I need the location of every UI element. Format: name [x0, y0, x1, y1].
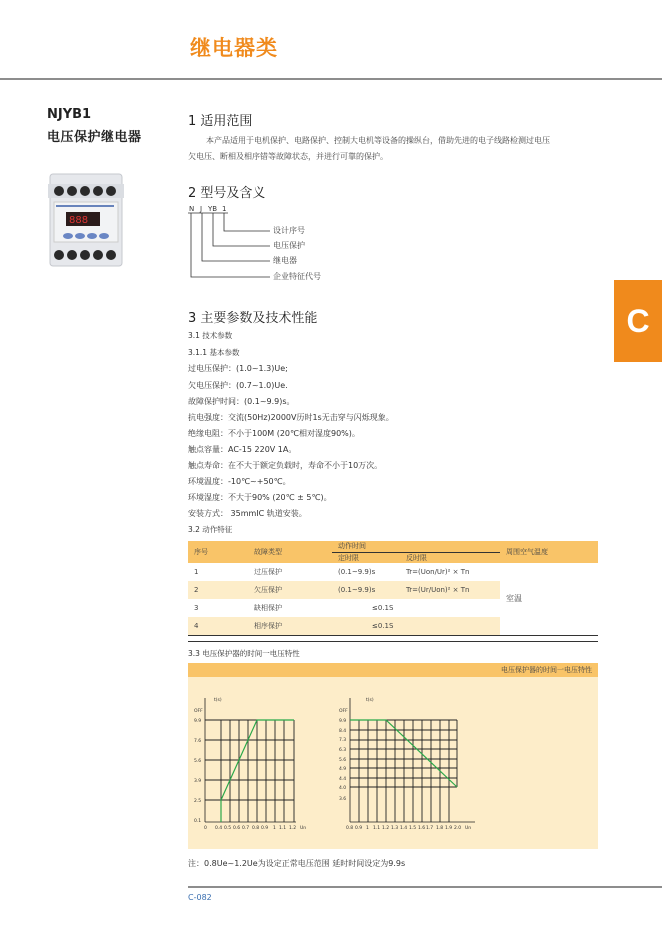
product-model: NJYB1 — [47, 107, 92, 122]
svg-text:5.6: 5.6 — [194, 759, 202, 764]
cell: ≤0.1S — [372, 621, 394, 630]
svg-text:1: 1 — [366, 826, 369, 831]
svg-text:1.8: 1.8 — [436, 826, 444, 831]
svg-text:3.6: 3.6 — [339, 797, 347, 802]
svg-text:3.9: 3.9 — [194, 779, 202, 784]
svg-text:N: N — [189, 205, 195, 213]
cell: 相序保护 — [254, 621, 282, 630]
th-fault: 故障类型 — [254, 548, 282, 556]
svg-text:OFF: OFF — [339, 709, 348, 714]
section-body: 欠电压、断相及相序错等故障状态，并进行可靠的保护。 — [188, 152, 388, 161]
cell: 4 — [194, 621, 199, 630]
svg-text:1.5: 1.5 — [409, 826, 417, 831]
svg-text:4.0: 4.0 — [339, 786, 347, 791]
chart-overvoltage — [330, 690, 490, 840]
svg-text:0.6: 0.6 — [233, 826, 241, 831]
meaning-label: 设计序号 — [273, 226, 305, 235]
svg-text:1.2: 1.2 — [289, 826, 297, 831]
svg-text:7.6: 7.6 — [194, 739, 202, 744]
svg-text:9.9: 9.9 — [194, 719, 202, 724]
section-tab-c: C — [614, 280, 662, 362]
product-name: 电压保护继电器 — [47, 130, 142, 145]
svg-text:2.0: 2.0 — [454, 826, 462, 831]
svg-text:0.9: 0.9 — [355, 826, 363, 831]
svg-text:1.1: 1.1 — [279, 826, 287, 831]
subsection-title: 3.1 技术参数 — [188, 331, 233, 340]
svg-text:0: 0 — [204, 826, 207, 831]
svg-text:1.6: 1.6 — [418, 826, 426, 831]
cell: ≤0.1S — [372, 604, 394, 612]
svg-text:5.6: 5.6 — [339, 758, 347, 763]
cell: Tr=(Uon/Ur)² × Tn — [406, 568, 470, 576]
product-image — [44, 170, 128, 270]
cell: 1 — [194, 568, 199, 576]
svg-text:t(s): t(s) — [366, 698, 374, 703]
svg-text:t(s): t(s) — [214, 698, 222, 703]
section-body: 本产品适用于电机保护、电路保护、控制大电机等设备的操纵台，借助先进的电子线路检测过电压 — [206, 136, 550, 145]
svg-text:0.9: 0.9 — [261, 826, 269, 831]
param-item: 欠电压保护：(0.7~1.0)Ue. — [188, 381, 288, 390]
svg-text:J: J — [200, 205, 203, 213]
svg-text:1: 1 — [222, 205, 227, 213]
svg-text:0.8: 0.8 — [252, 826, 260, 831]
subsection-title: 3.3 电压保护器的时间一电压特性 — [188, 649, 300, 658]
cell: 缺相保护 — [254, 604, 282, 612]
svg-text:6.3: 6.3 — [339, 748, 347, 753]
meaning-label: 继电器 — [273, 256, 297, 265]
cell: (0.1~9.9)s — [338, 568, 376, 576]
svg-text:0.1: 0.1 — [194, 819, 202, 824]
param-item: 故障保护时间：(0.1~9.9)s。 — [188, 397, 295, 406]
model-code-diagram — [188, 202, 348, 282]
cell: 欠压保护 — [254, 586, 282, 594]
cell: Tr=(Ur/Uon)² × Tn — [406, 586, 470, 594]
svg-text:2.5: 2.5 — [194, 799, 202, 804]
param-item: 触点容量：AC-15 220V 1A。 — [188, 445, 297, 454]
svg-text:0.5: 0.5 — [224, 826, 232, 831]
svg-text:1.3: 1.3 — [391, 826, 399, 831]
meaning-label: 企业特征代号 — [273, 272, 321, 281]
cell: 3 — [194, 604, 199, 612]
param-item: 抗电强度：交流(50Hz)2000V历时1s无击穿与闪烁现象。 — [188, 413, 394, 422]
cell: (0.1~9.9)s — [338, 586, 376, 594]
action-characteristics-table — [188, 541, 598, 636]
svg-text:1: 1 — [273, 826, 276, 831]
param-item: 绝缘电阻：不小于100M (20℃相对湿度90%)。 — [188, 429, 360, 438]
note-text: 注：0.8Ue~1.2Ue为设定正常电压范围 延时时间设定为9.9s — [188, 859, 406, 868]
svg-text:4.4: 4.4 — [339, 777, 347, 782]
svg-text:1.7: 1.7 — [426, 826, 434, 831]
subsection-title: 3.1.1 基本参数 — [188, 348, 240, 357]
param-item: 环境湿度：不大于90% (20℃ ± 5℃)。 — [188, 493, 332, 502]
svg-text:1.4: 1.4 — [400, 826, 408, 831]
param-item: 安装方式： 35mmIC 轨道安装。 — [188, 509, 307, 518]
th-fixed: 定时限 — [338, 553, 359, 562]
th-ambient: 周围空气温度 — [506, 548, 548, 556]
footer-divider — [188, 886, 662, 888]
section-title: 3 主要参数及技术性能 — [188, 311, 318, 326]
svg-text:OFF: OFF — [194, 709, 203, 714]
chart-header: 电压保护器的时间一电压特性 — [188, 663, 598, 677]
svg-text:0.4: 0.4 — [215, 826, 223, 831]
svg-text:1.9: 1.9 — [445, 826, 453, 831]
svg-text:7.3: 7.3 — [339, 738, 347, 743]
svg-text:1.2: 1.2 — [382, 826, 390, 831]
cell: 过压保护 — [254, 568, 282, 576]
svg-text:0.8: 0.8 — [346, 826, 354, 831]
param-item: 环境温度：-10℃~+50℃。 — [188, 477, 291, 486]
section-title: 2 型号及含义 — [188, 186, 266, 201]
param-item: 过电压保护：(1.0~1.3)Ue; — [188, 364, 288, 373]
svg-text:888: 888 — [69, 215, 89, 226]
svg-text:4.9: 4.9 — [339, 767, 347, 772]
cell: 2 — [194, 586, 199, 594]
svg-text:1.1: 1.1 — [373, 826, 381, 831]
th-no: 序号 — [194, 548, 208, 556]
category-title: 继电器类 — [190, 36, 278, 60]
cell-ambient: 室温 — [506, 594, 522, 604]
meaning-label: 电压保护 — [273, 241, 305, 250]
page-number: C-082 — [188, 893, 212, 902]
th-action-time: 动作时间 — [332, 541, 500, 552]
th-inverse: 反时限 — [406, 553, 427, 562]
chart-undervoltage — [190, 690, 320, 840]
svg-text:8.4: 8.4 — [339, 729, 347, 734]
param-item: 触点寿命：在不大于额定负载时，寿命不小于10万次。 — [188, 461, 383, 470]
svg-text:YB: YB — [208, 205, 218, 213]
svg-text:Un: Un — [465, 826, 472, 831]
subsection-title: 3.2 动作特征 — [188, 525, 233, 534]
table-row — [188, 563, 598, 581]
section-title: 1 适用范围 — [188, 114, 253, 129]
svg-text:9.9: 9.9 — [339, 719, 347, 724]
svg-text:0.7: 0.7 — [242, 826, 250, 831]
table-bottom-rule — [188, 641, 598, 642]
svg-text:Un: Un — [300, 826, 307, 831]
header-divider — [0, 78, 662, 80]
